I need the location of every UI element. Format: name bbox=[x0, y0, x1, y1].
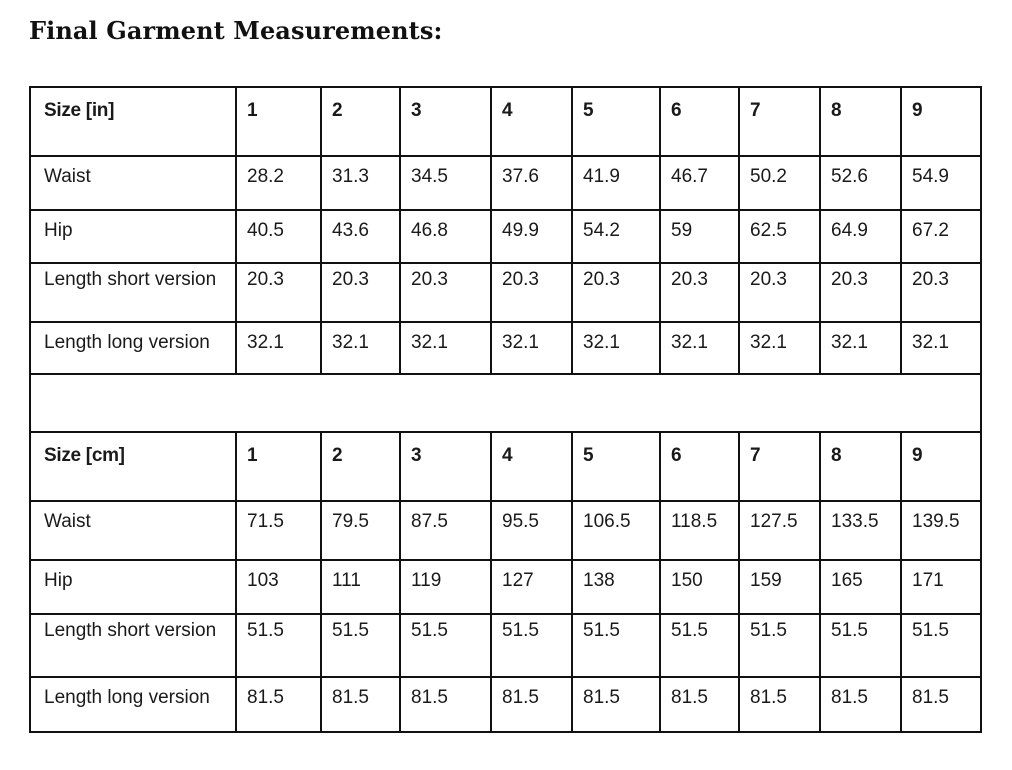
table-cell: 20.3 bbox=[572, 263, 660, 322]
header-cell: 8 bbox=[820, 87, 901, 156]
table-cell: 106.5 bbox=[572, 501, 660, 560]
table-cell: 32.1 bbox=[901, 322, 981, 374]
row-label: Hip bbox=[30, 210, 236, 263]
table-cell: 79.5 bbox=[321, 501, 400, 560]
table-cell: 51.5 bbox=[321, 614, 400, 677]
table-row-length-short-cm bbox=[30, 614, 981, 677]
table-cell: 51.5 bbox=[491, 614, 572, 677]
row-label: Length long version bbox=[30, 677, 236, 732]
table-cell: 32.1 bbox=[820, 322, 901, 374]
table-cell: 51.5 bbox=[660, 614, 739, 677]
row-label: Length short version bbox=[30, 614, 236, 677]
table-cell: 81.5 bbox=[901, 677, 981, 732]
header-cell: 7 bbox=[739, 432, 820, 501]
table-cell: 43.6 bbox=[321, 210, 400, 263]
header-cell: 6 bbox=[660, 87, 739, 156]
table-cell: 46.7 bbox=[660, 156, 739, 210]
header-cell: 7 bbox=[739, 87, 820, 156]
table-cell: 71.5 bbox=[236, 501, 321, 560]
table-cell: 127 bbox=[491, 560, 572, 614]
table-cell: 52.6 bbox=[820, 156, 901, 210]
table-cell: 54.2 bbox=[572, 210, 660, 263]
table-cell: 111 bbox=[321, 560, 400, 614]
header-cell: 5 bbox=[572, 432, 660, 501]
table-cell: 34.5 bbox=[400, 156, 491, 210]
table-cell: 81.5 bbox=[739, 677, 820, 732]
table-cell: 81.5 bbox=[321, 677, 400, 732]
table-cell: 51.5 bbox=[572, 614, 660, 677]
header-cell: 2 bbox=[321, 432, 400, 501]
row-label: Length long version bbox=[30, 322, 236, 374]
header-cell: 9 bbox=[901, 87, 981, 156]
row-label: Length short version bbox=[30, 263, 236, 322]
table-cell: 20.3 bbox=[400, 263, 491, 322]
table-cell: 32.1 bbox=[321, 322, 400, 374]
table-cell: 54.9 bbox=[901, 156, 981, 210]
table-cell: 138 bbox=[572, 560, 660, 614]
table-row-waist-in bbox=[30, 156, 981, 210]
table-cell: 40.5 bbox=[236, 210, 321, 263]
table-cell: 49.9 bbox=[491, 210, 572, 263]
table-cell: 81.5 bbox=[660, 677, 739, 732]
table-cell: 37.6 bbox=[491, 156, 572, 210]
table-cell: 32.1 bbox=[491, 322, 572, 374]
table-cell: 20.3 bbox=[491, 263, 572, 322]
header-cell: 4 bbox=[491, 432, 572, 501]
header-cell: 6 bbox=[660, 432, 739, 501]
table-cell: 20.3 bbox=[820, 263, 901, 322]
table-cell: 171 bbox=[901, 560, 981, 614]
table-cell: 118.5 bbox=[660, 501, 739, 560]
table-cell: 51.5 bbox=[901, 614, 981, 677]
table-cell: 67.2 bbox=[901, 210, 981, 263]
header-cell: 1 bbox=[236, 432, 321, 501]
table-cell: 32.1 bbox=[236, 322, 321, 374]
table-row-hip-in bbox=[30, 210, 981, 263]
table-cell: 20.3 bbox=[321, 263, 400, 322]
measurements-table bbox=[29, 86, 982, 733]
header-cell: 1 bbox=[236, 87, 321, 156]
table-cell: 139.5 bbox=[901, 501, 981, 560]
row-label: Waist bbox=[30, 501, 236, 560]
header-cell: 2 bbox=[321, 87, 400, 156]
table-row-waist-cm bbox=[30, 501, 981, 560]
header-cell: 9 bbox=[901, 432, 981, 501]
table-cell: 95.5 bbox=[491, 501, 572, 560]
table-cell: 51.5 bbox=[739, 614, 820, 677]
header-cell: 3 bbox=[400, 432, 491, 501]
table-cell: 133.5 bbox=[820, 501, 901, 560]
row-label: Hip bbox=[30, 560, 236, 614]
spacer-cell bbox=[30, 374, 981, 432]
table-cell: 159 bbox=[739, 560, 820, 614]
table-cell: 51.5 bbox=[820, 614, 901, 677]
table-cell: 20.3 bbox=[236, 263, 321, 322]
table-cell: 81.5 bbox=[400, 677, 491, 732]
header-cell: 4 bbox=[491, 87, 572, 156]
table-cell: 51.5 bbox=[400, 614, 491, 677]
header-cell-size-cm: Size [cm] bbox=[30, 432, 236, 501]
table-row-length-short-in bbox=[30, 263, 981, 322]
table-cell: 32.1 bbox=[400, 322, 491, 374]
table-cell: 81.5 bbox=[236, 677, 321, 732]
table-row-hip-cm bbox=[30, 560, 981, 614]
table-cell: 32.1 bbox=[572, 322, 660, 374]
table-cell: 87.5 bbox=[400, 501, 491, 560]
table-cell: 31.3 bbox=[321, 156, 400, 210]
header-cell: 5 bbox=[572, 87, 660, 156]
table-cell: 32.1 bbox=[739, 322, 820, 374]
header-cell-size-in: Size [in] bbox=[30, 87, 236, 156]
table-cell: 41.9 bbox=[572, 156, 660, 210]
table-row-length-long-cm bbox=[30, 677, 981, 732]
table-cell: 150 bbox=[660, 560, 739, 614]
table-cell: 28.2 bbox=[236, 156, 321, 210]
table-cell: 81.5 bbox=[820, 677, 901, 732]
table-cell: 59 bbox=[660, 210, 739, 263]
table-header-row-cm bbox=[30, 432, 981, 501]
header-cell: 8 bbox=[820, 432, 901, 501]
table-cell: 165 bbox=[820, 560, 901, 614]
table-cell: 103 bbox=[236, 560, 321, 614]
table-cell: 64.9 bbox=[820, 210, 901, 263]
table-cell: 20.3 bbox=[739, 263, 820, 322]
table-cell: 32.1 bbox=[660, 322, 739, 374]
table-cell: 62.5 bbox=[739, 210, 820, 263]
table-cell: 46.8 bbox=[400, 210, 491, 263]
header-cell: 3 bbox=[400, 87, 491, 156]
table-cell: 20.3 bbox=[660, 263, 739, 322]
table-cell: 81.5 bbox=[572, 677, 660, 732]
page-title: Final Garment Measurements: bbox=[29, 16, 443, 45]
table-cell: 20.3 bbox=[901, 263, 981, 322]
row-label: Waist bbox=[30, 156, 236, 210]
table-cell: 127.5 bbox=[739, 501, 820, 560]
table-spacer-row bbox=[30, 374, 981, 432]
table-cell: 50.2 bbox=[739, 156, 820, 210]
table-header-row-in bbox=[30, 87, 981, 156]
table-row-length-long-in bbox=[30, 322, 981, 374]
table-cell: 81.5 bbox=[491, 677, 572, 732]
table-cell: 119 bbox=[400, 560, 491, 614]
table-cell: 51.5 bbox=[236, 614, 321, 677]
